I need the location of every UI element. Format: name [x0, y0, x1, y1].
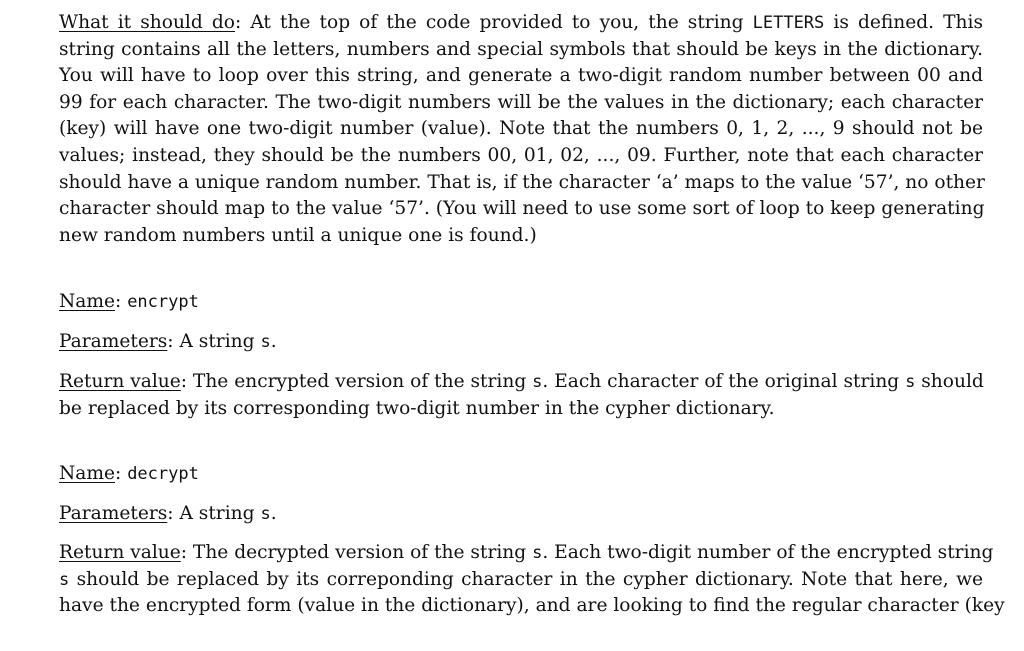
decrypt-return-line-1: Return value: The decrypted version of the string s. Each two-digit number of the encrypted string	[59, 542, 994, 563]
intro-line-5: (key) will have one two-digit number (value). Note that the numbers 0, 1, 2, ..., 9 should not be	[59, 118, 983, 140]
intro-line-4: 99 for each character. The two-digit numbers will be the values in the dictionary; each character	[59, 91, 983, 113]
decrypt-params-line: Parameters: A string s.	[59, 503, 277, 524]
encrypt-name-label: Name	[59, 291, 115, 312]
intro-line-8: character should map to the value ‘57’. (You will need to use some sort of loop to keep generating	[59, 198, 985, 220]
decrypt-return-line-3: have the encrypted form (value in the dictionary), and are looking to find the regular character (key	[59, 595, 1005, 617]
intro-line-9: new random numbers until a unique one is found.)	[59, 224, 537, 246]
decrypt-function-name: decrypt	[127, 464, 199, 484]
decrypt-param-var: s	[260, 504, 271, 524]
letters-constant: LETTERS	[752, 13, 825, 33]
decrypt-return-label: Return value	[59, 542, 181, 563]
decrypt-name-label: Name	[59, 463, 115, 484]
what-it-should-do-heading: What it should do	[59, 12, 235, 33]
encrypt-return-block	[59, 369, 983, 422]
encrypt-return-line-2: be replaced by its corresponding two-digit number in the cypher dictionary.	[59, 397, 775, 419]
decrypt-name-line: Name: decrypt	[59, 463, 199, 484]
decrypt-return-block	[59, 540, 1005, 620]
encrypt-return-label: Return value	[59, 371, 181, 392]
decrypt-return-line-2: s should be replaced by its correponding character in the cypher dictionary. Note that here, we	[59, 568, 983, 590]
intro-line-7: should have a unique random number. That is, if the character ‘a’ maps to the value ‘57’, no other	[59, 171, 985, 193]
encrypt-function-name: encrypt	[127, 292, 199, 312]
intro-paragraph	[59, 10, 983, 249]
encrypt-params-label: Parameters	[59, 331, 168, 352]
intro-line-1: What it should do: At the top of the code provided to you, the string LETTERS is defined. This	[59, 12, 984, 33]
encrypt-params-line: Parameters: A string s.	[59, 331, 277, 352]
encrypt-param-var: s	[260, 332, 271, 352]
encrypt-return-line-1: Return value: The encrypted version of the string s. Each character of the original string s should	[59, 371, 984, 392]
intro-line-3: You will have to loop over this string, and generate a two-digit random number between 00 and	[59, 65, 983, 87]
decrypt-params-label: Parameters	[59, 503, 168, 524]
encrypt-name-line: Name: encrypt	[59, 291, 199, 312]
intro-line-2: string contains all the letters, numbers and special symbols that should be keys in the dictionary.	[59, 38, 983, 60]
intro-line-6: values; instead, they should be the numbers 00, 01, 02, ..., 09. Further, note that each character	[59, 144, 983, 166]
